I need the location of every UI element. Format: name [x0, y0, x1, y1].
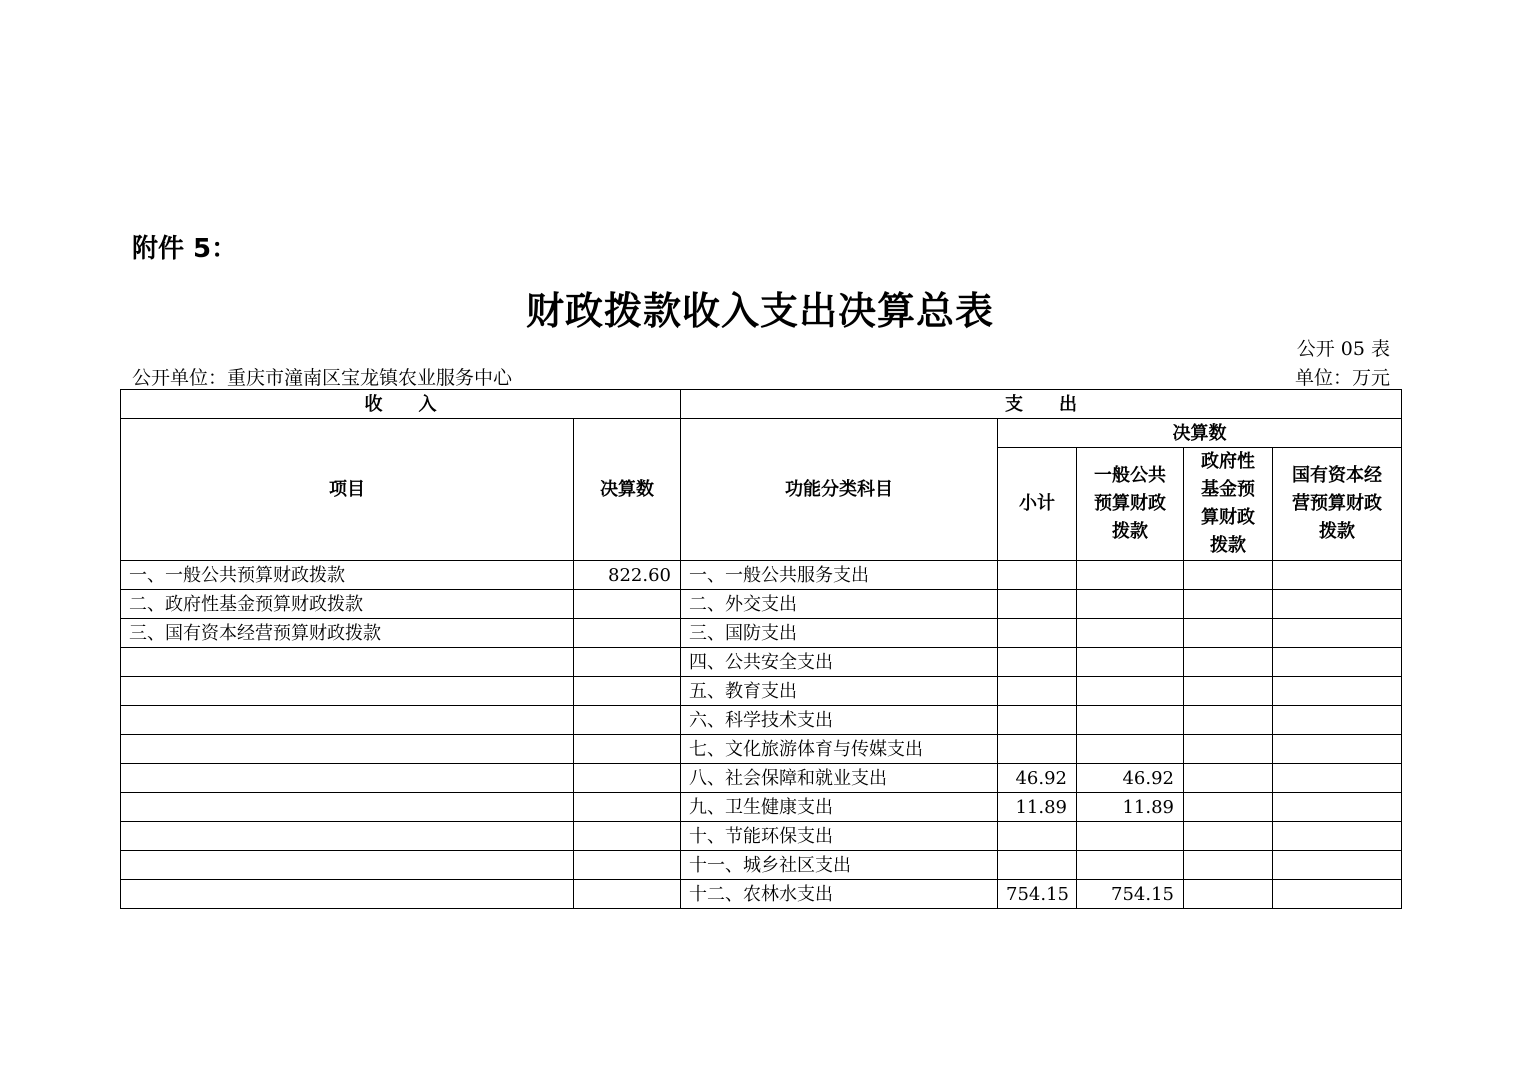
state-capital-cell — [1273, 648, 1402, 677]
income-amount-cell — [574, 706, 681, 735]
function-subject-cell: 六、科学技术支出 — [681, 706, 998, 735]
gov-fund-cell — [1184, 793, 1273, 822]
state-capital-header: 国有资本经营预算财政拨款 — [1273, 448, 1402, 561]
function-subject-cell: 十二、农林水支出 — [681, 880, 998, 909]
gov-fund-cell — [1184, 735, 1273, 764]
income-item-cell: 一、一般公共预算财政拨款 — [121, 561, 574, 590]
general-budget-cell — [1077, 590, 1184, 619]
gov-fund-header: 政府性基金预算财政拨款 — [1184, 448, 1273, 561]
income-item-cell — [121, 764, 574, 793]
subtotal-header: 小计 — [998, 448, 1077, 561]
general-budget-cell: 46.92 — [1077, 764, 1184, 793]
general-budget-cell — [1077, 822, 1184, 851]
final-group-header: 决算数 — [998, 419, 1402, 448]
table-row — [121, 793, 1402, 822]
attachment-label: 附件 5： — [132, 234, 238, 264]
income-amount-cell: 822.60 — [574, 561, 681, 590]
reporting-unit: 公开单位：重庆市潼南区宝龙镇农业服务中心 — [132, 367, 513, 389]
gov-fund-cell — [1184, 648, 1273, 677]
income-amount-cell — [574, 851, 681, 880]
general-budget-cell — [1077, 619, 1184, 648]
state-capital-cell — [1273, 735, 1402, 764]
income-item-cell — [121, 880, 574, 909]
income-header: 收 入 — [121, 390, 681, 419]
state-capital-cell — [1273, 851, 1402, 880]
subtotal-cell — [998, 851, 1077, 880]
subtotal-cell — [998, 561, 1077, 590]
income-amount-cell — [574, 648, 681, 677]
subtotal-cell — [998, 590, 1077, 619]
income-amount-cell — [574, 677, 681, 706]
subtotal-cell: 46.92 — [998, 764, 1077, 793]
state-capital-cell — [1273, 677, 1402, 706]
state-capital-cell — [1273, 619, 1402, 648]
table-row — [121, 648, 1402, 677]
function-subject-cell: 五、教育支出 — [681, 677, 998, 706]
income-item-cell — [121, 706, 574, 735]
general-budget-cell — [1077, 735, 1184, 764]
income-amount-cell — [574, 880, 681, 909]
function-subject-cell: 十一、城乡社区支出 — [681, 851, 998, 880]
state-capital-cell — [1273, 764, 1402, 793]
header-row-top — [121, 390, 1402, 419]
table-row — [121, 822, 1402, 851]
table-row — [121, 677, 1402, 706]
subtotal-cell — [998, 619, 1077, 648]
item-header: 项目 — [121, 419, 574, 561]
state-capital-cell — [1273, 590, 1402, 619]
income-amount-cell — [574, 735, 681, 764]
income-item-cell: 二、政府性基金预算财政拨款 — [121, 590, 574, 619]
general-budget-cell: 754.15 — [1077, 880, 1184, 909]
table-row — [121, 619, 1402, 648]
function-subject-cell: 七、文化旅游体育与传媒支出 — [681, 735, 998, 764]
income-amount-cell — [574, 764, 681, 793]
gov-fund-cell — [1184, 822, 1273, 851]
gov-fund-cell — [1184, 880, 1273, 909]
table-row — [121, 764, 1402, 793]
subtotal-cell — [998, 648, 1077, 677]
general-budget-header: 一般公共预算财政拨款 — [1077, 448, 1184, 561]
gov-fund-cell — [1184, 590, 1273, 619]
gov-fund-cell — [1184, 561, 1273, 590]
table-row — [121, 851, 1402, 880]
subtotal-cell — [998, 735, 1077, 764]
subtotal-cell — [998, 822, 1077, 851]
table-row — [121, 590, 1402, 619]
income-item-cell — [121, 851, 574, 880]
function-subject-cell: 八、社会保障和就业支出 — [681, 764, 998, 793]
function-subject-header: 功能分类科目 — [681, 419, 998, 561]
income-item-cell — [121, 735, 574, 764]
general-budget-cell — [1077, 561, 1184, 590]
table-row — [121, 880, 1402, 909]
currency-unit: 单位：万元 — [1294, 367, 1390, 389]
gov-fund-cell — [1184, 764, 1273, 793]
table-row — [121, 561, 1402, 590]
gov-fund-cell — [1184, 677, 1273, 706]
income-amount-cell — [574, 822, 681, 851]
state-capital-cell — [1273, 793, 1402, 822]
general-budget-cell — [1077, 851, 1184, 880]
function-subject-cell: 十、节能环保支出 — [681, 822, 998, 851]
general-budget-cell: 11.89 — [1077, 793, 1184, 822]
function-subject-cell: 九、卫生健康支出 — [681, 793, 998, 822]
appropriation-summary-table — [120, 389, 1402, 909]
income-amount-cell — [574, 619, 681, 648]
state-capital-cell — [1273, 880, 1402, 909]
function-subject-cell: 一、一般公共服务支出 — [681, 561, 998, 590]
general-budget-cell — [1077, 706, 1184, 735]
income-item-cell: 三、国有资本经营预算财政拨款 — [121, 619, 574, 648]
gov-fund-cell — [1184, 851, 1273, 880]
income-item-cell — [121, 822, 574, 851]
gov-fund-cell — [1184, 706, 1273, 735]
state-capital-cell — [1273, 561, 1402, 590]
state-capital-cell — [1273, 822, 1402, 851]
income-item-cell — [121, 793, 574, 822]
page-title: 财政拨款收入支出决算总表 — [525, 289, 994, 333]
table-row — [121, 706, 1402, 735]
function-subject-cell: 二、外交支出 — [681, 590, 998, 619]
subtotal-cell — [998, 706, 1077, 735]
function-subject-cell: 四、公共安全支出 — [681, 648, 998, 677]
function-subject-cell: 三、国防支出 — [681, 619, 998, 648]
general-budget-cell — [1077, 648, 1184, 677]
final-amount-header: 决算数 — [574, 419, 681, 561]
header-row-middle — [121, 419, 1402, 448]
income-amount-cell — [574, 590, 681, 619]
gov-fund-cell — [1184, 619, 1273, 648]
state-capital-cell — [1273, 706, 1402, 735]
subtotal-cell — [998, 677, 1077, 706]
form-number: 公开 05 表 — [1296, 338, 1390, 360]
table-row — [121, 735, 1402, 764]
subtotal-cell: 11.89 — [998, 793, 1077, 822]
expense-header: 支 出 — [681, 390, 1402, 419]
income-amount-cell — [574, 793, 681, 822]
general-budget-cell — [1077, 677, 1184, 706]
income-item-cell — [121, 648, 574, 677]
subtotal-cell: 754.15 — [998, 880, 1077, 909]
income-item-cell — [121, 677, 574, 706]
